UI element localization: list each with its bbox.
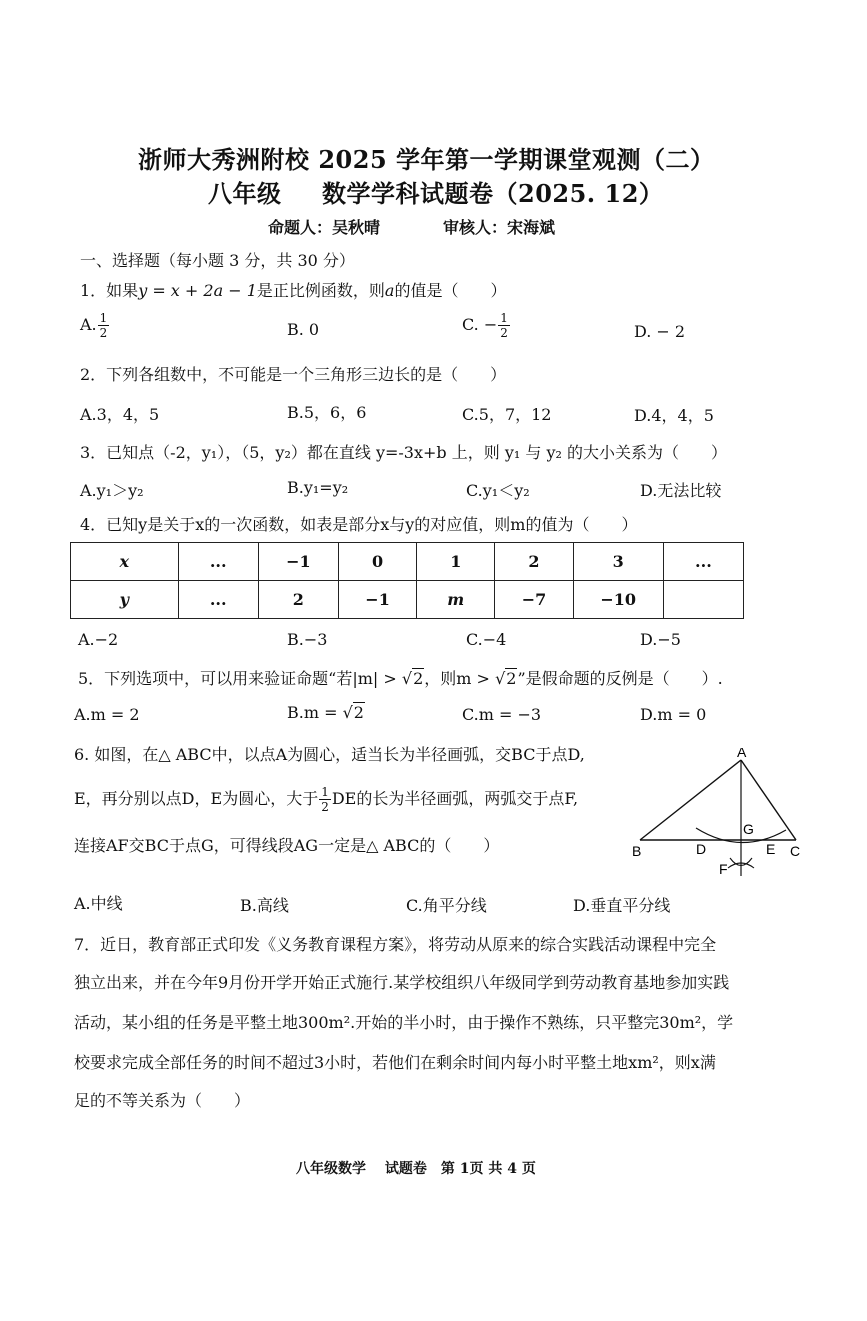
q4-option-d: D.−5 xyxy=(640,630,681,649)
q1-pre: 1．如果 xyxy=(80,281,139,300)
q6-option-c: C.角平分线 xyxy=(406,896,487,915)
page-footer: 八年级数学 试题卷 第 1页 共 4 页 xyxy=(296,1161,536,1177)
table-cell: 1 xyxy=(417,543,495,581)
table-cell: x xyxy=(71,543,179,581)
figure-label-f: F xyxy=(719,861,728,877)
q2-option-a: A.3，4，5 xyxy=(80,405,160,424)
q1-option-d: D. − 2 xyxy=(634,322,686,341)
figure-label-c: C xyxy=(790,843,801,859)
q4-option-b: B.−3 xyxy=(287,630,328,649)
q2-option-b: B.5，6，6 xyxy=(287,403,367,422)
q3-option-c: C.y₁＜y₂ xyxy=(466,481,530,500)
question-6-line-3: 连接AF交BC于点G，可得线段AG一定是△ ABC的（ ） xyxy=(74,836,500,855)
q2-option-c: C.5，7，12 xyxy=(462,405,552,424)
table-cell: −1 xyxy=(258,543,338,581)
q3-option-a: A.y₁＞y₂ xyxy=(80,481,144,500)
figure-label-g: G xyxy=(743,821,754,837)
table-cell: 3 xyxy=(573,543,663,581)
reviewer-name: 审核人：宋海斌 xyxy=(443,218,556,237)
table-cell xyxy=(663,581,743,619)
figure-label-a: A xyxy=(737,748,747,760)
q2-option-d: D.4，4，5 xyxy=(634,406,714,425)
table-cell: y xyxy=(71,581,179,619)
question-6-line-2: E，再分别以点D，E为圆心，大于 $\frac{1}{2}$ DE的长为半径画弧，两弧交于点F, xyxy=(74,785,579,814)
section-title: 一、选择题（每小题 3 分，共 30 分） xyxy=(80,251,355,270)
q1-mid: 是正比例函数，则 xyxy=(256,281,385,300)
question-7-line-5: 足的不等关系为（ ） xyxy=(74,1091,251,1110)
question-3: 3．已知点（-2，y₁），（5，y₂）都在直线 y=-3x+b 上，则 y₁ 与 y₂ 的大小关系为（ ） xyxy=(80,443,727,462)
q6-option-b: B.高线 xyxy=(240,896,289,915)
q1-option-c: C. − $\frac{1}{2}$ xyxy=(462,311,508,340)
question-7-line-1: 7．近日，教育部正式印发《义务教育课程方案》，将劳动从原来的综合实践活动课程中完全 xyxy=(74,935,717,954)
triangle-construction-figure xyxy=(628,748,818,883)
xy-value-table xyxy=(70,542,744,619)
exam-grade: 八年级 xyxy=(208,179,282,208)
q3-option-d: D.无法比较 xyxy=(640,481,722,500)
figure-label-e: E xyxy=(766,841,776,857)
question-1 xyxy=(80,278,506,301)
table-row-y xyxy=(71,581,744,619)
table-row-x xyxy=(71,543,744,581)
question-7-line-2: 独立出来，并在今年9月份开学开始正式施行.某学校组织八年级同学到劳动教育基地参加实践 xyxy=(74,973,730,992)
table-cell: −1 xyxy=(338,581,416,619)
table-cell: −7 xyxy=(495,581,573,619)
figure-label-d: D xyxy=(696,841,707,857)
question-5: 5．下列选项中，可以用来验证命题“若|m| > √2，则m > √2”是假命题的反例是（ ）. xyxy=(78,669,723,688)
q4-option-a: A.−2 xyxy=(78,630,119,649)
q1-equation: y = x + 2a − 1 xyxy=(138,281,257,300)
exam-title: 浙师大秀洲附校 2025 学年第一学期课堂观测（二） xyxy=(138,145,715,174)
table-cell: ... xyxy=(178,543,258,581)
q3-option-b: B.y₁=y₂ xyxy=(287,478,349,497)
question-7-line-4: 校要求完成全部任务的时间不超过3小时，若他们在剩余时间内每小时平整土地xm²，则x满 xyxy=(74,1053,716,1072)
table-cell: m xyxy=(417,581,495,619)
q5-option-a: A.m = 2 xyxy=(74,705,140,724)
question-2: 2．下列各组数中，不可能是一个三角形三边长的是（ ） xyxy=(80,365,507,384)
q1-option-a: A. $\frac{1}{2}$ xyxy=(80,311,108,340)
table-cell: ... xyxy=(663,543,743,581)
q1-post: 的值是（ ） xyxy=(394,281,507,300)
question-6-line-1: 6. 如图，在△ ABC中，以点A为圆心，适当长为半径画弧，交BC于点D, xyxy=(74,745,585,764)
q6-option-a: A.中线 xyxy=(74,894,123,913)
setter-name: 命题人：吴秋晴 xyxy=(268,218,381,237)
table-cell: 2 xyxy=(258,581,338,619)
question-7-line-3: 活动，某小组的任务是平整土地300m².开始的半小时，由于操作不熟练，只平整完30m²，学 xyxy=(74,1013,734,1032)
exam-subject: 数学学科试题卷（2025. 12） xyxy=(322,179,664,208)
table-cell: 0 xyxy=(338,543,416,581)
q5-option-b: B.m = √2 xyxy=(287,703,364,722)
table-cell: −10 xyxy=(573,581,663,619)
q5-option-c: C.m = −3 xyxy=(462,705,542,724)
figure-label-b: B xyxy=(632,843,642,859)
sqrt-symbol: √2 xyxy=(401,669,424,688)
sqrt-symbol: √2 xyxy=(342,703,364,722)
q1-option-b: B. 0 xyxy=(287,320,320,339)
q4-option-c: C.−4 xyxy=(466,630,507,649)
table-cell: 2 xyxy=(495,543,573,581)
q1-var: a xyxy=(384,281,395,300)
q5-option-d: D.m = 0 xyxy=(640,705,707,724)
q6-option-d: D.垂直平分线 xyxy=(573,896,671,915)
table-cell: ... xyxy=(178,581,258,619)
sqrt-symbol: √2 xyxy=(495,669,517,688)
question-4: 4．已知y是关于x的一次函数，如表是部分x与y的对应值，则m的值为（ ） xyxy=(80,515,638,534)
